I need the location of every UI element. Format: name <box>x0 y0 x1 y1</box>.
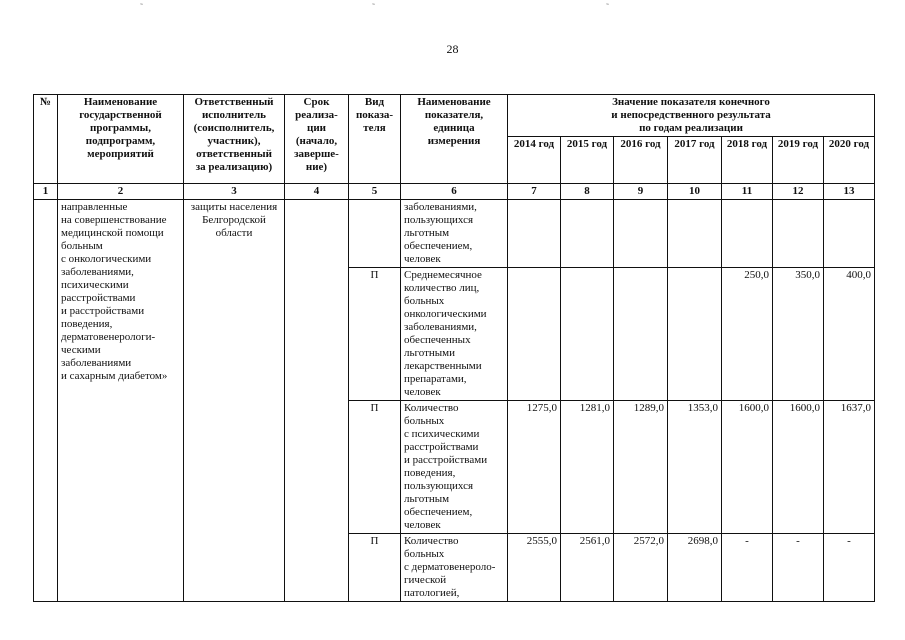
header-indicator-kind: Вид показа- теля <box>349 95 401 184</box>
table-row <box>34 200 875 268</box>
column-number: 13 <box>824 184 875 200</box>
value-cell: - <box>773 534 824 602</box>
header-year: 2015 год <box>561 137 614 184</box>
value-cell <box>614 268 668 401</box>
term-cell <box>285 200 349 602</box>
header-num: № <box>34 95 58 184</box>
value-cell: 1289,0 <box>614 401 668 534</box>
value-cell: - <box>824 534 875 602</box>
value-cell <box>614 200 668 268</box>
value-cell: 1600,0 <box>722 401 773 534</box>
header-executor: Ответственный исполнитель (соисполнитель, участник), ответственный за реализацию) <box>184 95 285 184</box>
value-cell: - <box>722 534 773 602</box>
header-year: 2020 год <box>824 137 875 184</box>
header-year: 2014 год <box>508 137 561 184</box>
value-cell <box>824 200 875 268</box>
value-cell: 250,0 <box>722 268 773 401</box>
value-cell <box>508 200 561 268</box>
value-cell: 2698,0 <box>668 534 722 602</box>
column-number: 8 <box>561 184 614 200</box>
column-number: 1 <box>34 184 58 200</box>
executor-cell: защиты населения Белгородской области <box>184 200 285 602</box>
header-program-name: Наименование государственной программы, подпрограмм, мероприятий <box>58 95 184 184</box>
column-number: 9 <box>614 184 668 200</box>
indicator-name-cell: заболеваниями, пользующихся льготным обеспечением, человек <box>401 200 508 268</box>
value-cell <box>561 200 614 268</box>
indicator-name-cell: Количество больных с дерматовенероло- гической патологией, <box>401 534 508 602</box>
column-number: 11 <box>722 184 773 200</box>
header-year: 2016 год <box>614 137 668 184</box>
column-number: 7 <box>508 184 561 200</box>
value-cell: 1353,0 <box>668 401 722 534</box>
value-cell <box>773 200 824 268</box>
column-number: 3 <box>184 184 285 200</box>
header-indicator-name: Наименование показателя, единица измерения <box>401 95 508 184</box>
scan-mark: ˜ <box>606 2 609 12</box>
value-cell: 2555,0 <box>508 534 561 602</box>
value-cell <box>668 200 722 268</box>
header-year: 2018 год <box>722 137 773 184</box>
column-number: 12 <box>773 184 824 200</box>
value-cell: 400,0 <box>824 268 875 401</box>
header-year: 2017 год <box>668 137 722 184</box>
column-number: 6 <box>401 184 508 200</box>
indicator-name-cell: Среднемесячное количество лиц, больных онкологическими заболеваниями, обеспеченных льготными лекарственными препаратами, человек <box>401 268 508 401</box>
header-term: Срок реализа- ции (начало, заверше- ние) <box>285 95 349 184</box>
scan-mark: ˜ <box>140 2 143 12</box>
indicator-kind-cell: П <box>349 268 401 401</box>
indicator-kind-cell: П <box>349 534 401 602</box>
column-number: 5 <box>349 184 401 200</box>
value-cell: 1281,0 <box>561 401 614 534</box>
row-number-cell <box>34 200 58 602</box>
scan-mark: ˜ <box>372 2 375 12</box>
page-number: 28 <box>446 42 459 56</box>
column-number: 2 <box>58 184 184 200</box>
column-number: 10 <box>668 184 722 200</box>
indicator-name-cell: Количество больных с психическими расстройствами и расстройствами поведения, пользующихся льготным обеспечением, человек <box>401 401 508 534</box>
indicator-kind-cell: П <box>349 401 401 534</box>
value-cell <box>668 268 722 401</box>
header-values-group: Значение показателя конечного и непосредственного результата по годам реализации <box>508 95 875 137</box>
column-number: 4 <box>285 184 349 200</box>
value-cell: 1637,0 <box>824 401 875 534</box>
value-cell <box>508 268 561 401</box>
value-cell <box>561 268 614 401</box>
value-cell: 350,0 <box>773 268 824 401</box>
indicators-table <box>33 94 875 602</box>
header-year: 2019 год <box>773 137 824 184</box>
program-name-cell: направленные на совершенствование медицинской помощи больным с онкологическими заболеваниями, психическими расстройствами и расстройствами поведения, дерматовенерологи- ческими заболеваниями и сахарным диабетом» <box>58 200 184 602</box>
value-cell: 2572,0 <box>614 534 668 602</box>
indicator-kind-cell <box>349 200 401 268</box>
value-cell: 2561,0 <box>561 534 614 602</box>
value-cell: 1600,0 <box>773 401 824 534</box>
value-cell <box>722 200 773 268</box>
value-cell: 1275,0 <box>508 401 561 534</box>
